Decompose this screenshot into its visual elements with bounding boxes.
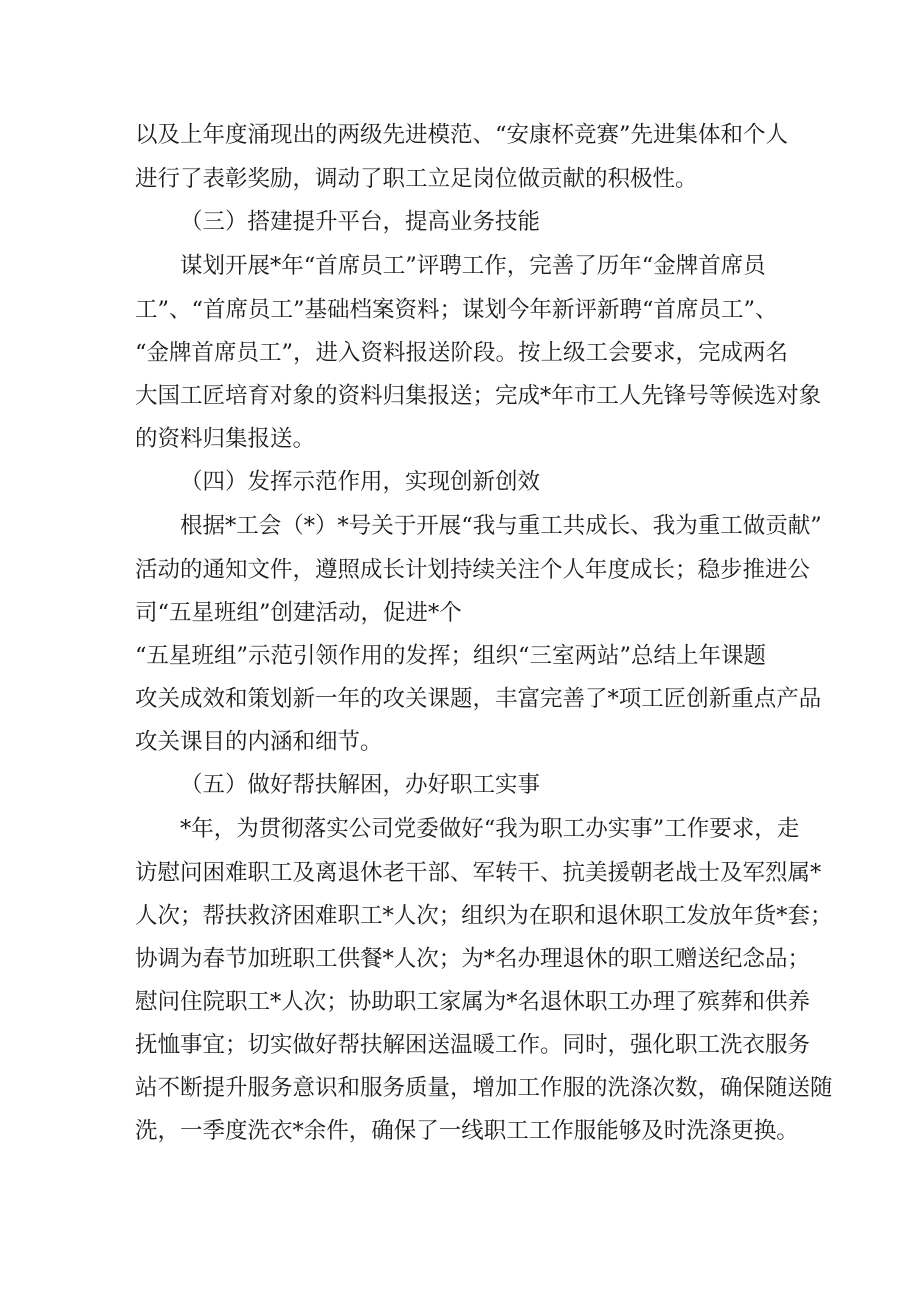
text-line: 谋划开展*年“首席员工”评聘工作，完善了历年“金牌首席员 xyxy=(180,253,766,279)
text-line: 司“五星班组”创建活动，促进*个 xyxy=(135,600,462,626)
text-line: 洗，一季度洗衣*余件，确保了一线职工工作服能够及时洗涤更换。 xyxy=(135,1118,799,1144)
text-line: 以及上年度涌现出的两级先进模范、“安康杯竞赛”先进集体和个人 xyxy=(135,122,789,148)
text-line: 慰问住院职工*人次；协助职工家属为*名退休职工办理了殡葬和供养 xyxy=(135,989,811,1015)
text-line: 抚恤事宜；切实做好帮扶解困送温暖工作。同时，强化职工洗衣服务 xyxy=(135,1032,811,1058)
section-heading-5: （五）做好帮扶解困，办好职工实事 xyxy=(180,772,541,798)
text-line: 活动的通知文件，遵照成长计划持续关注个人年度成长；稳步推进公 xyxy=(135,557,811,583)
text-line: 根据*工会（*）*号关于开展“我与重工共成长、我为重工做贡献” xyxy=(180,513,822,539)
section-heading-3: （三）搭建提升平台，提高业务技能 xyxy=(180,209,541,235)
text-line: 攻关课目的内涵和细节。 xyxy=(135,729,383,755)
text-line: 攻关成效和策划新一年的攻关课题，丰富完善了*项工匠创新重点产品 xyxy=(135,686,822,712)
text-line: 的资料归集报送。 xyxy=(135,426,316,452)
text-line: *年，为贯彻落实公司党委做好“我为职工办实事”工作要求，走 xyxy=(180,816,800,842)
text-line: 访慰问困难职工及离退休老干部、军转干、抗美援朝老战士及军烈属* xyxy=(135,860,822,886)
text-line: 进行了表彰奖励，调动了职工立足岗位做贡献的积极性。 xyxy=(135,166,698,192)
text-line: 大国工匠培育对象的资料归集报送；完成*年市工人先锋号等候选对象 xyxy=(135,383,822,409)
text-line: 人次；帮扶救济困难职工*人次；组织为在职和退休职工发放年货*套； xyxy=(135,903,833,929)
section-heading-4: （四）发挥示范作用，实现创新创效 xyxy=(180,469,541,495)
text-line: 工”、“首席员工”基础档案资料；谋划今年新评新聘“首席员工”、 xyxy=(135,297,778,323)
text-line: 站不断提升服务意识和服务质量，增加工作服的洗涤次数，确保随送随 xyxy=(135,1075,833,1101)
text-line: “五星班组”示范引领作用的发挥；组织“三室两站”总结上年课题 xyxy=(135,643,767,669)
text-line: 协调为春节加班职工供餐*人次；为*名办理退休的职工赠送纪念品； xyxy=(135,946,811,972)
text-line: “金牌首席员工”，进入资料报送阶段。按上级工会要求，完成两名 xyxy=(135,340,789,366)
